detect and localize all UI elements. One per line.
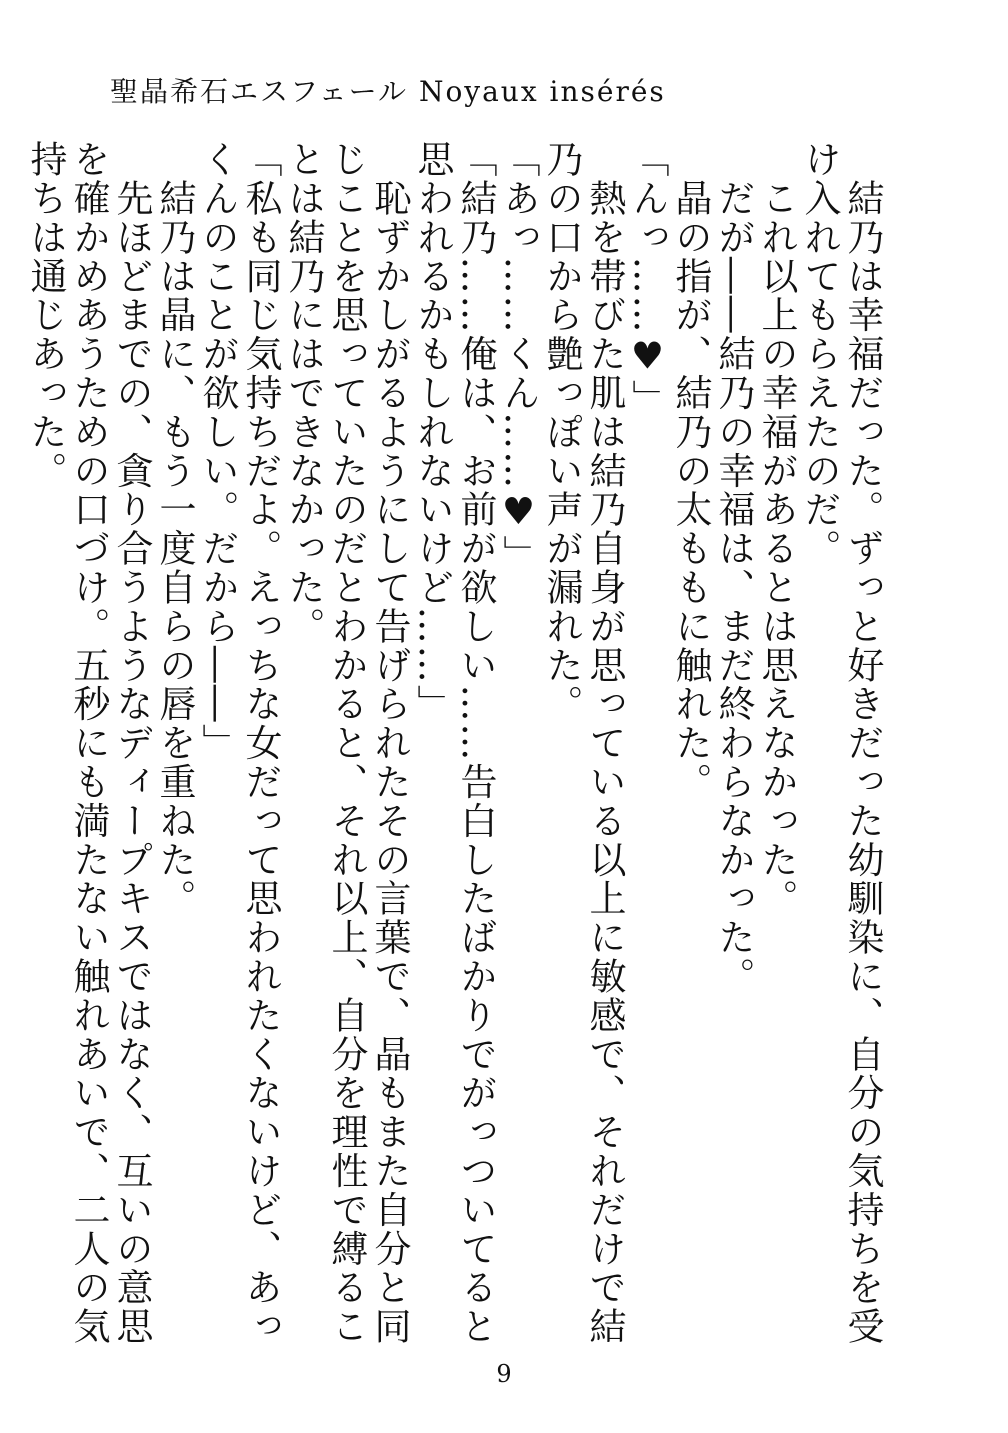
body-text bbox=[24, 140, 884, 1380]
paragraph: 恥ずかしがるようにして告げられたその言葉で、晶もまた自分と同じことを思っていたのだとわかると、それ以上、自分を理性で縛ることは結乃にはできなかった。 bbox=[282, 140, 411, 1346]
dialogue-line: 「あっ……くん……♥」 bbox=[497, 140, 540, 574]
paragraph: だが――結乃の幸福は、まだ終わらなかった。 bbox=[712, 140, 755, 996]
dialogue-line: 「私も同じ気持ちだよ。えっちな女だって思われたくないけど、あっくんのことが欲しい。だから――」 bbox=[196, 140, 282, 1346]
running-header: 聖晶希石エスフェール Noyaux insérés bbox=[110, 75, 666, 108]
paragraph: 熱を帯びた肌は結乃自身が思っている以上に敏感で、それだけで結乃の口から艶っぽい声が漏れた。 bbox=[540, 140, 626, 1346]
paragraph: 晶の指が、結乃の太ももに触れた。 bbox=[669, 140, 712, 802]
dialogue-line: 「結乃……俺は、お前が欲しい……告白したばかりでがっついてると思われるかもしれないけど……」 bbox=[411, 140, 497, 1346]
paragraph: 結乃は幸福だった。ずっと好きだった幼馴染に、自分の気持ちを受け入れてもらえたのだ。 bbox=[798, 140, 884, 1346]
dialogue-line: 「んっ……♥」 bbox=[626, 140, 669, 419]
paragraph: 結乃は晶に、もう一度自らの唇を重ねた。 bbox=[153, 140, 196, 918]
paragraph: 先ほどまでの、貪り合うようなディープキスではなく、互いの意思を確かめあうための口づけ。五秒にも満たない触れあいで、二人の気持ちは通じあった。 bbox=[24, 140, 153, 1346]
paragraph: これ以上の幸福があるとは思えなかった。 bbox=[755, 140, 798, 918]
page-number: 9 bbox=[496, 1360, 512, 1388]
